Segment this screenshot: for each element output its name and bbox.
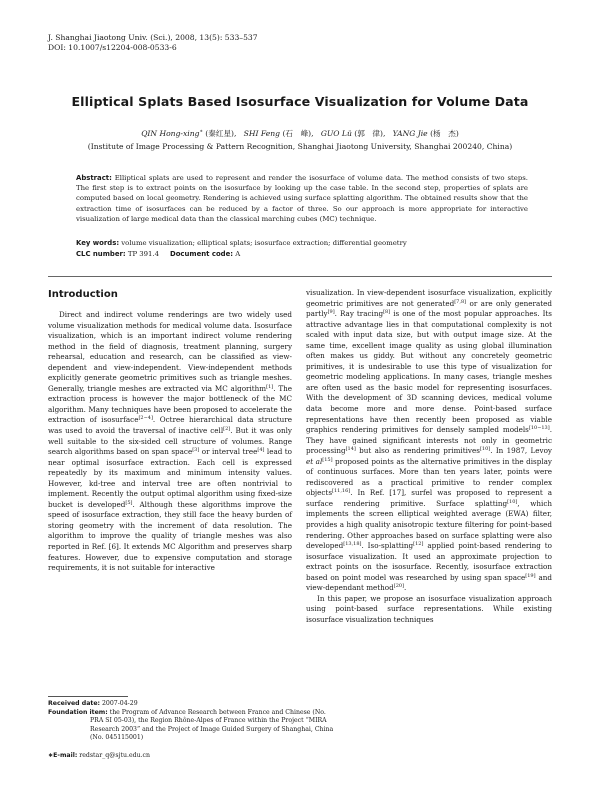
body-column-right bbox=[306, 288, 552, 626]
abstract-label: Abstract: bbox=[76, 174, 112, 182]
received-date bbox=[48, 700, 294, 708]
keywords-label: Key words: bbox=[76, 239, 120, 247]
journal-citation: J. Shanghai Jiaotong Univ. (Sci.), 2008, 13(5): 533–537 bbox=[48, 33, 258, 42]
email-label: ∗E-mail: bbox=[48, 752, 78, 759]
citation: [10] bbox=[507, 498, 518, 505]
abstract bbox=[76, 173, 528, 224]
paragraph: In this paper, we propose an isosurface visualization approach using point-based surface representations. While existing isosurface visualization techniques bbox=[306, 593, 552, 624]
paper-title: Elliptical Splats Based Isosurface Visualization for Volume Data bbox=[71, 94, 529, 109]
citation: [10] bbox=[479, 446, 491, 453]
citation: [15] bbox=[322, 456, 333, 463]
document-code-label: Document code: bbox=[169, 250, 234, 258]
affiliation: (Institute of Image Processing & Pattern Recognition, Shanghai Jiaotong University, Shanghai 200240, China) bbox=[87, 142, 513, 151]
foundation-label: Foundation item: bbox=[48, 709, 108, 716]
abstract-text: Elliptical splats are used to represent and render the isosurface of volume data. The method consists of two steps. The first step is to extract points on the isosurface by looking up the case table. In the second step, properties of splats are computed based on local geometry. Rendering is achieved using surface splatting algorithm. The obtained results show that the extraction time of isosurfaces can be reduced by a factor of three. So our approach is more appropriate for interactive visualization of large medical data than the classical marching cubes (MC) technique. bbox=[76, 174, 528, 223]
foundation-item bbox=[48, 709, 336, 743]
citation: [12] bbox=[413, 541, 424, 548]
author-name: GUO Lü bbox=[320, 129, 352, 138]
clc-value: TP 391.4 bbox=[127, 250, 160, 258]
citation: [5] bbox=[125, 499, 133, 506]
received-value: 2007-04-29 bbox=[101, 700, 138, 707]
author-list bbox=[0, 128, 600, 139]
citation: [3] bbox=[192, 447, 200, 454]
email-value: redstar_q@sjtu.edu.cn bbox=[79, 752, 150, 759]
author-name: QIN Hong-xing bbox=[141, 129, 200, 138]
clc-label: CLC number: bbox=[76, 250, 126, 258]
citation: [13,18] bbox=[343, 541, 362, 548]
paragraph: Direct and indirect volume renderings are two widely used volume visualization methods for medical volume data. Isosurface visualization, which is an important indirect volume rendering method in the field of diagnosis, treatment planning, surgery rehearsal, education and research, can be classified as view-dependent and view-independent. View-independent methods explicitly generate geometric primitives such as triangle meshes. Generally, triangle meshes are extracted via MC algorithm[1]. The extraction process is however the major bottleneck of the MC algorithm. Many techniques have been proposed to accelerate the extraction of isosurface[2−4]. Octree hierarchical data structure was used to avoid the traversal of inactive cell[2]. But it was only well suitable to the six-sided cell structure of volumes. Range search algorithms based on span space[3] or interval tree[4] lead to near optimal isosurface extraction. Each cell is expressed repeatedly by its maximum and minimum intensity values. However, kd-tree and interval tree are often nontrivial to implement. Recently the output optimal algorithm using fixed-size bucket is developed[5]. Although these algorithms improve the speed of isosurface extraction, they still face the heavy burden of storing geometry with the increment of data resolution. The algorithm to improve the quality of triangle meshes was also reported in Ref. [6]. It extends MC Algorithm and preserves sharp features. However, due to expensive computation and storage requirements, it is not suitable for interactive bbox=[48, 310, 293, 573]
section-heading: Introduction bbox=[48, 289, 118, 300]
body-column-left bbox=[48, 310, 292, 574]
corresponding-mark: ∗ bbox=[199, 128, 203, 135]
citation: [2] bbox=[223, 426, 231, 433]
citation: [10−13] bbox=[528, 425, 550, 432]
author-name: SHI Feng bbox=[243, 129, 281, 138]
author-chinese-name: (秦红星), bbox=[205, 129, 237, 138]
citation: [7,8] bbox=[454, 298, 467, 305]
received-label: Received date: bbox=[48, 700, 100, 707]
author-chinese-name: (石 峰), bbox=[282, 129, 314, 138]
citation: [8] bbox=[383, 309, 391, 316]
corresponding-email bbox=[48, 752, 294, 760]
citation: [19] bbox=[525, 572, 536, 579]
citation: [9] bbox=[327, 309, 335, 316]
classification-line bbox=[76, 249, 536, 259]
citation: [4] bbox=[257, 447, 265, 454]
footnote-divider bbox=[48, 696, 128, 697]
header-divider bbox=[48, 276, 552, 277]
author-chinese-name: (杨 杰) bbox=[430, 129, 459, 138]
citation: [14] bbox=[345, 446, 356, 453]
document-code-value: A bbox=[235, 250, 241, 258]
paragraph: visualization. In view-dependent isosurface visualization, explicitly geometric primitives are not generated[7,8] or are only generated partly[9]. Ray tracing[8] is one of the most popular approaches. Its attractive advantage lies in that computational complexity is not scaled with input data size, but with output image size. At the same time, excellent image quality as using global illumination often makes us giddy. But without any concretely geometric primitives, it is undesirable to use this type of visualization for geometric modeling applications. In many cases, triangle meshes are often used as the basic model for representing isosurfaces. With the development of 3D scanning devices, medical volume data become more and more dense. Point-based surface representations have then recently been proposed as viable graphics rendering primitives for densely sampled models[10−13]. They have gained significant interests not only in geometric processing[14] but also as rendering primitives[10]. In 1987, Levoy et al[15] proposed points as the alternative primitives in the display of continuous surfaces. More than ten years later, points were rediscovered as a practical primitive to render complex objects[11,16]. In Ref. [17], surfel was proposed to represent a surface rendering primitive. Surface splatting[10], which implements the screen elliptical weighted average (EWA) filter, provides a high quality anisotropic texture filtering for point-based rendering. Other approaches based on surface splatting were also developed[13,18]. Iso-splatting[12] applied point-based rendering to isosurface visualization. It used an approximate projection to extract points on the isosurface. Recently, isosurface extraction based on point model was researched by using span space[19] and view-dependant method[20]. bbox=[306, 288, 552, 593]
citation: [1] bbox=[266, 383, 274, 390]
citation: [20] bbox=[393, 583, 405, 590]
citation: [2−4] bbox=[138, 415, 153, 422]
foundation-text: the Program of Advance Research between France and Chinese (No. PRA SI 05-03), the Region Rhône-Alpes of France within the Project “MIRA Research 2003” and the Project of Image Guided Surgery of Shanghai, China (No. 045115001) bbox=[90, 709, 334, 742]
doi-line: DOI: 10.1007/s12204-008-0533-6 bbox=[48, 43, 177, 52]
author-name: YANG Jie bbox=[392, 129, 428, 138]
citation: [11,16] bbox=[332, 488, 351, 495]
author-chinese-name: (郭 律), bbox=[354, 129, 386, 138]
keywords-line bbox=[76, 238, 536, 248]
keywords-text: volume visualization; elliptical splats; isosurface extraction; differential geometry bbox=[121, 239, 407, 247]
